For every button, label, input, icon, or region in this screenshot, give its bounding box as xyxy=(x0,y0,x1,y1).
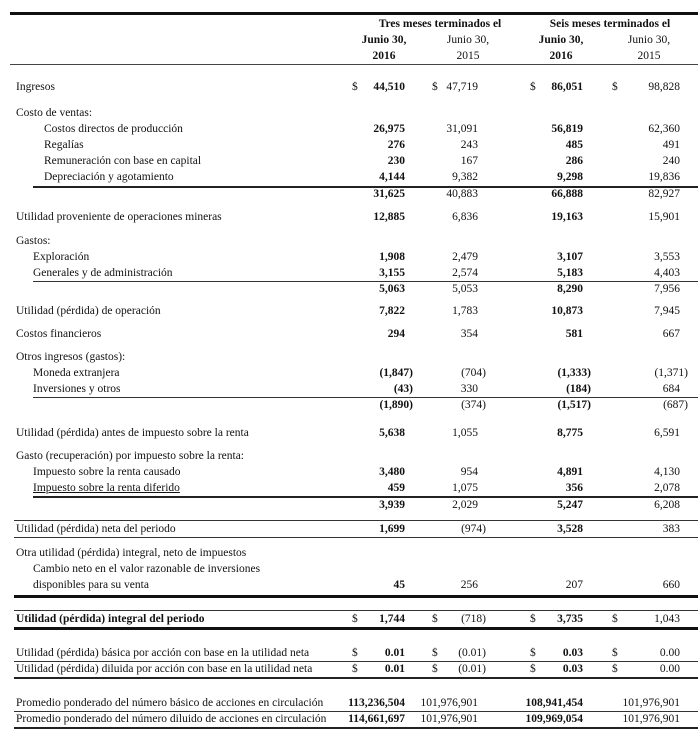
row-label: Generales y de administración xyxy=(33,267,173,279)
header-rule xyxy=(10,64,698,65)
cell-q2016: 5,063 xyxy=(379,283,405,295)
row-neta xyxy=(0,521,700,537)
row-prom-basico xyxy=(0,695,700,711)
row-diferido xyxy=(0,480,700,496)
cell-s2015: 6,208 xyxy=(654,499,680,511)
cell-s2016: 5,247 xyxy=(557,499,583,511)
header-col3 xyxy=(525,32,597,64)
row-ingresos xyxy=(0,79,700,95)
row-cambio-neto xyxy=(0,577,700,593)
row-label: Utilidad (pérdida) de operación xyxy=(16,305,161,317)
row-label: Exploración xyxy=(33,251,90,263)
cell-q2016: 113,236,504 xyxy=(348,697,405,709)
cell-q2016: 3,939 xyxy=(379,499,405,511)
cell-s2015: 62,360 xyxy=(648,123,680,135)
cell-q2016: 276 xyxy=(387,139,405,151)
cell-s2016: (1,333) xyxy=(557,367,591,379)
cell-q2015: 954 xyxy=(460,466,478,478)
rule-thick xyxy=(14,595,698,598)
cell-q2016: 3,480 xyxy=(379,466,405,478)
row-costo-total xyxy=(0,186,700,202)
cell-q2015: (704) xyxy=(461,367,486,379)
row-label: Impuesto sobre la renta causado xyxy=(33,466,181,478)
rule xyxy=(14,677,698,679)
row-label: Remuneración con base en capital xyxy=(44,155,202,167)
row-integral xyxy=(0,611,700,627)
cell-q2015: 2,029 xyxy=(452,499,478,511)
row-label: Utilidad (pérdida) básica por acción con base en la utilidad neta xyxy=(16,647,310,659)
cell-s2016: (1,517) xyxy=(557,399,591,411)
cell-q2016: 7,822 xyxy=(379,305,405,317)
cell-q2015: 256 xyxy=(460,579,478,591)
cell-q2016: 230 xyxy=(387,155,405,167)
header-group-six-months: Seis meses terminados el xyxy=(549,18,671,30)
cell-s2016: 3,735 xyxy=(557,613,583,625)
cell-s2015: 667 xyxy=(662,328,680,340)
currency-symbol: $ xyxy=(612,81,618,93)
cell-s2015: 3,553 xyxy=(654,251,680,263)
row-impuesto-total xyxy=(0,497,700,513)
cell-s2015: 15,901 xyxy=(648,211,680,223)
rule xyxy=(14,727,698,729)
currency-symbol: $ xyxy=(352,81,358,93)
row-otros-total xyxy=(0,397,700,413)
cell-q2016: 45 xyxy=(393,579,405,591)
cell-q2016: 1,699 xyxy=(379,523,405,535)
cell-q2015: 6,836 xyxy=(452,211,478,223)
row-gastos-heading xyxy=(0,233,700,249)
row-inversiones xyxy=(0,381,700,397)
cell-q2016: 26,975 xyxy=(373,123,405,135)
row-label: Depreciación y agotamiento xyxy=(44,171,174,183)
cell-q2015: 167 xyxy=(460,155,478,167)
cell-s2016: 9,298 xyxy=(557,171,583,183)
header-col4 xyxy=(613,32,685,64)
cell-q2015: 101,976,901 xyxy=(420,697,478,709)
cell-q2015: (0.01) xyxy=(458,663,486,675)
cell-s2015: 19,836 xyxy=(648,171,680,183)
cell-q2015: (718) xyxy=(461,613,486,625)
row-cambio-neto-line1 xyxy=(0,561,700,577)
cell-s2016: 5,183 xyxy=(557,267,583,279)
cell-q2015: 354 xyxy=(460,328,478,340)
row-label: Utilidad (pérdida) integral del periodo xyxy=(16,613,205,625)
row-label: Utilidad (pérdida) antes de impuesto sobre la renta xyxy=(16,427,249,439)
row-moneda xyxy=(0,365,700,381)
cell-s2016: 0.03 xyxy=(562,647,583,659)
row-label: Utilidad (pérdida) neta del periodo xyxy=(16,523,176,535)
row-prom-diluido xyxy=(0,711,700,727)
header-group-three-months: Tres meses terminados el xyxy=(378,18,502,30)
cell-s2015: 660 xyxy=(662,579,680,591)
row-regalias xyxy=(0,137,700,153)
header-col1-line1: Junio 30, xyxy=(361,34,407,46)
cell-s2015: 2,078 xyxy=(654,482,680,494)
row-costo-ventas-heading xyxy=(0,105,700,121)
currency-symbol: $ xyxy=(352,647,358,659)
cell-s2016: 56,819 xyxy=(551,123,583,135)
cell-q2016: 5,638 xyxy=(379,427,405,439)
cell-q2015: 47,719 xyxy=(446,81,478,93)
row-label: Ingresos xyxy=(16,81,55,93)
row-label: Utilidad (pérdida) diluida por acción con base en la utilidad neta xyxy=(16,663,313,675)
cell-s2015: 684 xyxy=(662,383,680,395)
row-label: Otra utilidad (pérdida) integral, neto de impuestos xyxy=(16,547,247,559)
row-otros-ingresos-heading xyxy=(0,349,700,365)
cell-q2016: 294 xyxy=(387,328,405,340)
cell-s2016: 8,775 xyxy=(557,427,583,439)
row-otra-integral-heading xyxy=(0,545,700,561)
cell-s2015: 101,976,901 xyxy=(622,713,680,725)
cell-q2015: 2,479 xyxy=(452,251,478,263)
cell-s2016: 86,051 xyxy=(551,81,583,93)
cell-q2016: 1,744 xyxy=(379,613,405,625)
cell-s2016: 109,969,054 xyxy=(525,713,583,725)
row-gastos-total xyxy=(0,281,700,297)
cell-s2015: 7,956 xyxy=(654,283,680,295)
row-remuneracion xyxy=(0,153,700,169)
rule-thick xyxy=(14,627,698,630)
cell-s2016: 66,888 xyxy=(551,188,583,200)
cell-s2016: 3,528 xyxy=(557,523,583,535)
cell-q2015: (974) xyxy=(461,523,486,535)
cell-q2016: 44,510 xyxy=(373,81,405,93)
cell-q2016: 4,144 xyxy=(379,171,405,183)
cell-s2015: 383 xyxy=(662,523,680,535)
row-label: Costos directos de producción xyxy=(44,123,183,135)
cell-q2016: (1,890) xyxy=(379,399,413,411)
rule xyxy=(14,537,698,538)
cell-s2016: 19,163 xyxy=(551,211,583,223)
cell-q2015: 9,382 xyxy=(452,171,478,183)
cell-s2015: 7,945 xyxy=(654,305,680,317)
row-exploracion xyxy=(0,249,700,265)
currency-symbol: $ xyxy=(612,647,618,659)
cell-q2016: 114,661,697 xyxy=(348,713,405,725)
cell-s2015: 0.00 xyxy=(659,647,680,659)
cell-q2015: 2,574 xyxy=(452,267,478,279)
cell-s2015: 4,403 xyxy=(654,267,680,279)
row-label: Otros ingresos (gastos): xyxy=(16,351,126,363)
cell-s2015: 6,591 xyxy=(654,427,680,439)
row-label: Inversiones y otros xyxy=(33,383,121,395)
row-generales xyxy=(0,265,700,281)
currency-symbol: $ xyxy=(530,663,536,675)
header-col2-line2: 2015 xyxy=(456,50,480,62)
cell-s2016: 10,873 xyxy=(551,305,583,317)
cell-s2015: 4,130 xyxy=(654,466,680,478)
cell-s2016: 4,891 xyxy=(557,466,583,478)
row-gasto-impuesto-heading xyxy=(0,448,700,464)
currency-symbol: $ xyxy=(612,613,618,625)
header-col1 xyxy=(348,32,420,64)
cell-q2016: (1,847) xyxy=(379,367,413,379)
cell-q2015: 1,055 xyxy=(452,427,478,439)
cell-s2015: 240 xyxy=(662,155,680,167)
cell-s2016: 286 xyxy=(565,155,583,167)
cell-q2016: (43) xyxy=(393,383,413,395)
currency-symbol: $ xyxy=(530,647,536,659)
cell-s2016: 8,290 xyxy=(557,283,583,295)
row-costos-financieros xyxy=(0,326,700,342)
row-causado xyxy=(0,464,700,480)
row-utilidad-operacion xyxy=(0,303,700,319)
header-col3-line2: 2016 xyxy=(549,50,573,62)
currency-symbol: $ xyxy=(352,663,358,675)
row-depreciacion xyxy=(0,169,700,185)
currency-symbol: $ xyxy=(530,81,536,93)
row-basica xyxy=(0,645,700,661)
row-label: Gastos: xyxy=(16,235,51,247)
header-col4-line2: 2015 xyxy=(637,50,661,62)
cell-s2015: (1,371) xyxy=(654,367,688,379)
currency-symbol: $ xyxy=(432,613,438,625)
header-col2 xyxy=(432,32,504,64)
top-rule xyxy=(10,12,698,15)
header-col4-line1: Junio 30, xyxy=(627,34,671,46)
row-label: Impuesto sobre la renta diferido xyxy=(33,482,180,494)
cell-s2016: 485 xyxy=(565,139,583,151)
cell-q2016: 0.01 xyxy=(384,663,405,675)
row-label: Regalías xyxy=(44,139,84,151)
row-label: disponibles para su venta xyxy=(33,579,149,591)
cell-q2015: 1,075 xyxy=(452,482,478,494)
cell-q2016: 12,885 xyxy=(373,211,405,223)
cell-s2015: 101,976,901 xyxy=(622,697,680,709)
cell-s2015: (687) xyxy=(663,399,688,411)
cell-q2016: 31,625 xyxy=(373,188,405,200)
cell-s2015: 98,828 xyxy=(648,81,680,93)
currency-symbol: $ xyxy=(612,663,618,675)
currency-symbol: $ xyxy=(352,613,358,625)
cell-s2015: 1,043 xyxy=(654,613,680,625)
cell-q2015: 40,883 xyxy=(446,188,478,200)
cell-q2015: 31,091 xyxy=(446,123,478,135)
cell-q2015: 1,783 xyxy=(452,305,478,317)
row-costos-directos xyxy=(0,121,700,137)
row-label: Promedio ponderado del número básico de acciones en circulación xyxy=(16,697,324,709)
cell-q2015: 101,976,901 xyxy=(420,713,478,725)
cell-s2016: (184) xyxy=(566,383,591,395)
cell-s2016: 108,941,454 xyxy=(525,697,583,709)
header-col2-line1: Junio 30, xyxy=(446,34,490,46)
cell-s2016: 581 xyxy=(565,328,583,340)
row-diluida xyxy=(0,661,700,677)
cell-q2015: 243 xyxy=(460,139,478,151)
row-label: Gasto (recuperación) por impuesto sobre la renta: xyxy=(16,450,244,462)
cell-q2015: (0.01) xyxy=(458,647,486,659)
header-col3-line1: Junio 30, xyxy=(538,34,584,46)
row-label: Utilidad proveniente de operaciones mineras xyxy=(16,211,222,223)
row-utilidad-mineras xyxy=(0,209,700,225)
cell-q2015: 330 xyxy=(460,383,478,395)
cell-s2016: 0.03 xyxy=(562,663,583,675)
row-label: Costos financieros xyxy=(16,328,102,340)
cell-q2015: 5,053 xyxy=(452,283,478,295)
row-label: Cambio neto en el valor razonable de inversiones xyxy=(33,563,261,575)
cell-s2015: 82,927 xyxy=(648,188,680,200)
currency-symbol: $ xyxy=(432,663,438,675)
row-antes-impuesto xyxy=(0,425,700,441)
currency-symbol: $ xyxy=(432,81,438,93)
cell-q2016: 459 xyxy=(387,482,405,494)
row-label: Costo de ventas: xyxy=(16,107,93,119)
cell-s2015: 0.00 xyxy=(659,663,680,675)
cell-q2016: 3,155 xyxy=(379,267,405,279)
row-label: Moneda extranjera xyxy=(33,367,120,379)
header-col1-line2: 2016 xyxy=(372,50,396,62)
cell-q2015: (374) xyxy=(461,399,486,411)
cell-s2016: 207 xyxy=(565,579,583,591)
row-label: Promedio ponderado del número diluido de acciones en circulación xyxy=(16,713,327,725)
cell-q2016: 1,908 xyxy=(379,251,405,263)
cell-s2016: 3,107 xyxy=(557,251,583,263)
cell-s2015: 491 xyxy=(662,139,680,151)
currency-symbol: $ xyxy=(432,647,438,659)
cell-s2016: 356 xyxy=(565,482,583,494)
cell-q2016: 0.01 xyxy=(384,647,405,659)
currency-symbol: $ xyxy=(530,613,536,625)
